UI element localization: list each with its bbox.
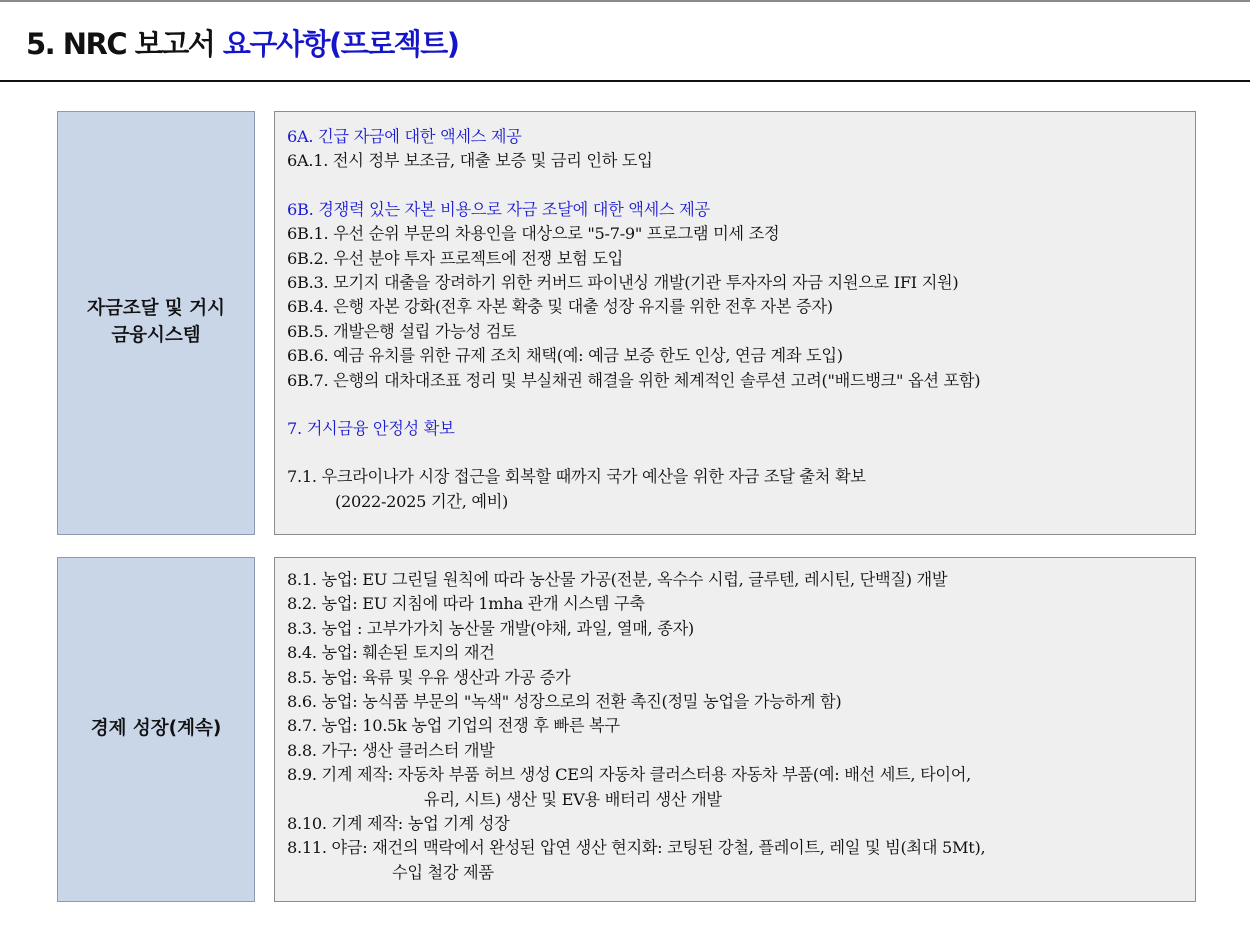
list-item-continuation: (2022-2025 기간, 예비) xyxy=(335,491,509,511)
list-item: 6B.7. 은행의 대차대조표 정리 및 부실채권 해결을 위한 체계적인 솔루션 고려("배드뱅크" 옵션 포함) xyxy=(287,370,981,390)
list-item: 8.4. 농업: 훼손된 토지의 재건 xyxy=(287,643,495,663)
spacer xyxy=(287,393,1185,417)
list-item: 8.11. 야금: 재건의 맥락에서 완성된 압연 생산 현지화: 코팅된 강철, 플레이트, 레일 및 빔(최대 5Mt), xyxy=(287,838,986,858)
list-item: 6B.1. 우선 순위 부문의 차용인을 대상으로 "5-7-9" 프로그램 미세 조정 xyxy=(287,224,780,244)
list-item: 6B.3. 모기지 대출을 장려하기 위한 커버드 파이낸싱 개발(기관 투자자의 자금 지원으로 IFI 지원) xyxy=(287,273,959,293)
list-item: 7.1. 우크라이나가 시장 접근을 회복할 때까지 국가 예산을 위한 자금 조달 출처 확보 xyxy=(287,467,866,487)
heading-6b: 6B. 경쟁력 있는 자본 비용으로 자금 조달에 대한 액세스 제공 xyxy=(287,199,710,219)
section-label-financing xyxy=(57,111,255,535)
heading-7: 7. 거시금융 안정성 확보 xyxy=(287,419,455,439)
list-item: 8.5. 농업: 육류 및 우유 생산과 가공 증가 xyxy=(287,667,571,687)
spacer xyxy=(287,174,1185,198)
title-highlight: 요구사항(프로젝트) xyxy=(222,27,459,61)
heading-6a: 6A. 긴급 자금에 대한 액세스 제공 xyxy=(287,127,522,146)
list-item-continuation: 수입 철강 제품 xyxy=(392,862,494,882)
list-item: 8.9. 기계 제작: 자동차 부품 허브 생성 CE의 자동차 클러스터용 자동차 부품(예: 배선 세트, 타이어, xyxy=(287,765,971,785)
slide-header xyxy=(0,2,1250,82)
section-label-line: 자금조달 및 거시 xyxy=(87,298,225,320)
list-item: 8.10. 기계 제작: 농업 기계 성장 xyxy=(287,814,510,834)
spacer xyxy=(287,441,1185,465)
list-item: 8.2. 농업: EU 지침에 따라 1mha 관개 시스템 구축 xyxy=(287,594,645,614)
list-item-continuation: 유리, 시트) 생산 및 EV용 배터리 생산 개발 xyxy=(424,789,722,809)
section-label-line: 경제 성장(계속) xyxy=(90,718,222,740)
section-content-growth xyxy=(274,557,1196,902)
list-item: 8.8. 가구: 생산 클러스터 개발 xyxy=(287,740,495,760)
section-label-growth xyxy=(57,557,255,902)
list-item: 6B.6. 예금 유치를 위한 규제 조치 채택(예: 예금 보증 한도 인상, 연금 계좌 도입) xyxy=(287,346,843,366)
list-item: 6A.1. 전시 정부 보조금, 대출 보증 및 금리 인하 도입 xyxy=(287,151,653,171)
list-item: 8.1. 농업: EU 그린딜 원칙에 따라 농산물 가공(전분, 옥수수 시럽, 글루텐, 레시틴, 단백질) 개발 xyxy=(287,570,948,589)
title-prefix: 5. NRC 보고서 xyxy=(26,27,223,61)
list-item: 6B.2. 우선 분야 투자 프로젝트에 전쟁 보험 도입 xyxy=(287,248,623,268)
list-item: 8.6. 농업: 농식품 부문의 "녹색" 성장으로의 전환 촉진(정밀 농업을 가능하게 함) xyxy=(287,692,842,712)
list-item: 6B.5. 개발은행 설립 가능성 검토 xyxy=(287,321,517,341)
list-item: 8.3. 농업 : 고부가가치 농산물 개발(야채, 과일, 열매, 종자) xyxy=(287,618,694,638)
section-content-financing xyxy=(274,111,1196,535)
section-label-line: 금융시스템 xyxy=(111,325,201,346)
list-item: 8.7. 농업: 10.5k 농업 기업의 전쟁 후 빠른 복구 xyxy=(287,716,620,736)
page-title xyxy=(26,22,459,63)
list-item: 6B.4. 은행 자본 강화(전후 자본 확충 및 대출 성장 유지를 위한 전후 자본 증자) xyxy=(287,297,833,317)
